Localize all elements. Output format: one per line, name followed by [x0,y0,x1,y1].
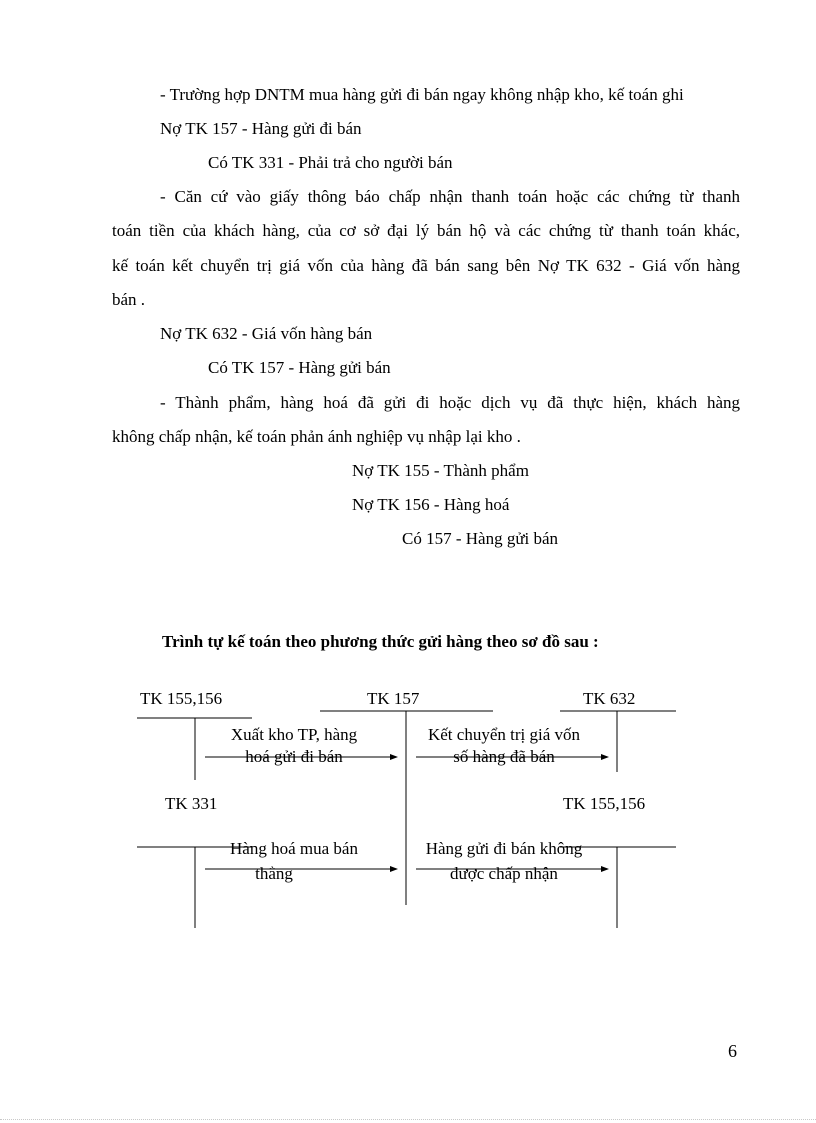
paragraph-intro: - Trường hợp DNTM mua hàng gửi đi bán ngay không nhập kho, kế toán ghi [160,85,684,104]
credit-entry-157: Có TK 157 - Hàng gửi bán [208,358,391,377]
flow-label-mua-ban-line1: Hàng hoá mua bán [230,839,358,858]
arrowhead-3 [390,866,398,872]
credit-entry-331: Có TK 331 - Phải trả cho người bán [208,153,453,172]
credit-entry-157-return: Có 157 - Hàng gửi bán [402,529,559,548]
paragraph-basis-line3: kế toán kết chuyển trị giá vốn của hàng đã bán sang bên Nợ TK 632 - Giá vốn hàng [112,256,740,275]
flow-label-mua-ban-line2: thẳng [255,864,293,883]
account-label-155-156-right: TK 155,156 [563,794,646,813]
paragraph-basis-line1: - Căn cứ vào giấy thông báo chấp nhận thanh toán hoặc các chứng từ thanh [160,187,740,206]
flow-label-xuat-kho-line2: hoá gửi đi bán [245,747,343,766]
debit-entry-155: Nợ TK 155 - Thành phẩm [352,461,529,480]
diagram-heading: Trình tự kế toán theo phương thức gửi hàng theo sơ đồ sau : [162,632,599,651]
flow-label-ket-chuyen-line1: Kết chuyển trị giá vốn [427,725,580,744]
flow-label-ket-chuyen-line2: số hàng đã bán [453,747,555,766]
paragraph-basis-line4: bán . [112,290,146,309]
account-label-155-156-left: TK 155,156 [140,689,223,708]
paragraph-return-line2: không chấp nhận, kế toán phản ánh nghiệp vụ nhập lại kho . [112,427,521,446]
debit-entry-157: Nợ TK 157 - Hàng gửi đi bán [160,119,362,138]
account-label-331: TK 331 [165,794,218,813]
flow-label-khong-chap-nhan-line2: được chấp nhận [450,864,558,883]
account-label-632: TK 632 [583,689,636,708]
page-bottom-rule [0,1119,816,1120]
page-number: 6 [728,1041,737,1061]
flow-label-khong-chap-nhan-line1: Hàng gửi đi bán không [425,839,583,858]
debit-entry-632: Nợ TK 632 - Giá vốn hàng bán [160,324,373,343]
arrowhead-4 [601,866,609,872]
arrowhead-1 [390,754,398,760]
flow-label-xuat-kho-line1: Xuất kho TP, hàng [230,725,358,744]
account-label-157: TK 157 [367,689,420,708]
arrowhead-2 [601,754,609,760]
paragraph-basis-line2: toán tiền của khách hàng, của cơ sở đại lý bán hộ và các chứng từ thanh toán khác, [112,221,740,240]
debit-entry-156: Nợ TK 156 - Hàng hoá [352,495,510,514]
paragraph-return-line1: - Thành phẩm, hàng hoá đã gửi đi hoặc dịch vụ đã thực hiện, khách hàng [160,393,740,412]
